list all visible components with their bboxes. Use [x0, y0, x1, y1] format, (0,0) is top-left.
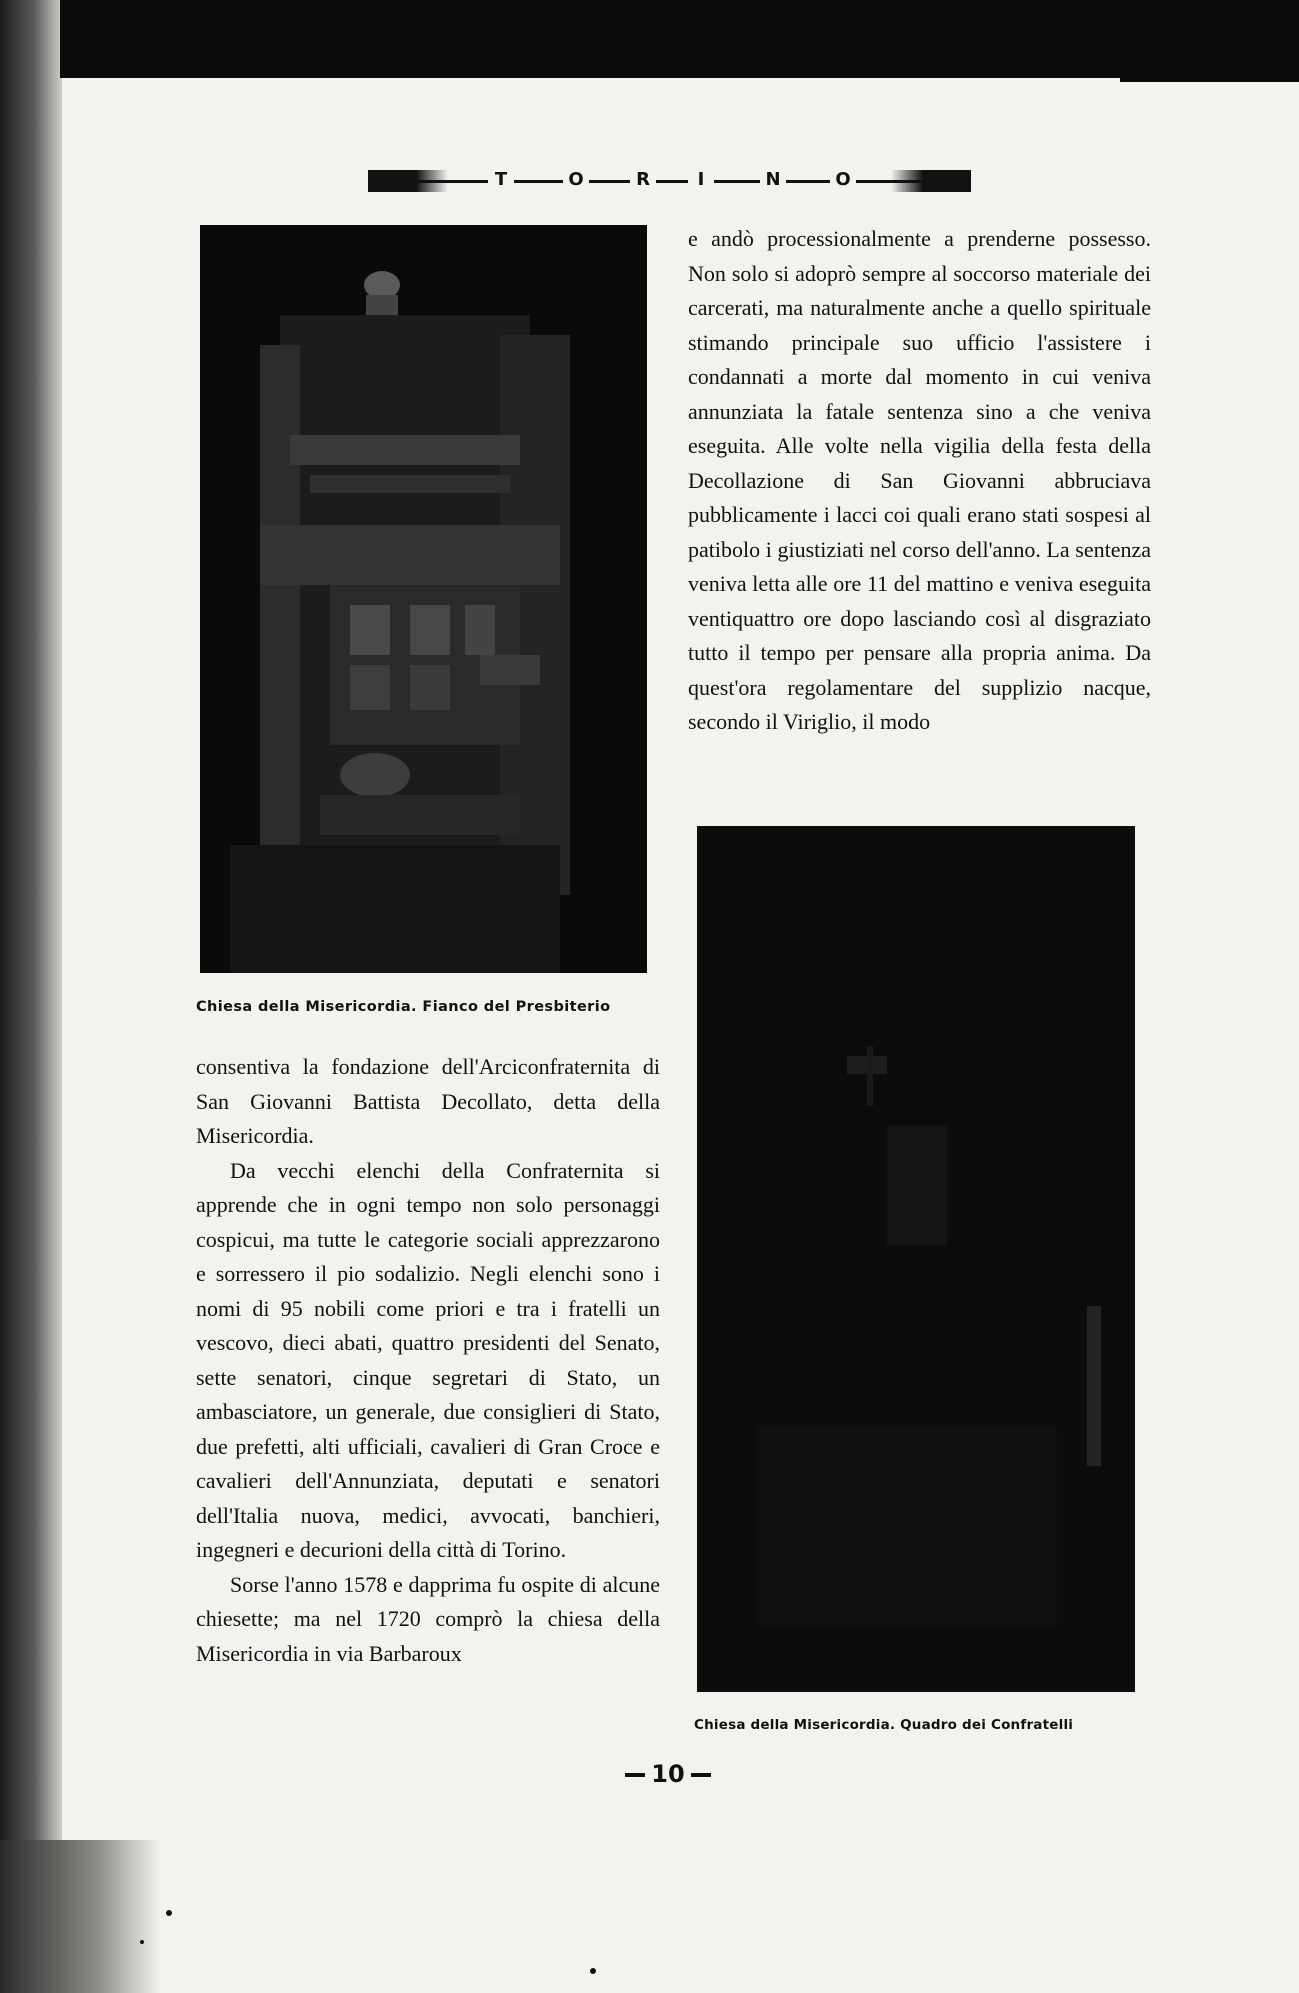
header-letter: O	[563, 168, 589, 192]
ink-speck	[140, 1940, 144, 1944]
header-letter: I	[688, 168, 714, 192]
page-edge-shadow	[0, 0, 62, 1993]
paragraph: Sorse l'anno 1578 e dapprima fu ospite di alcune chiesette; ma nel 1720 comprò la chiesa della Misericordia in via Barbaroux	[196, 1571, 660, 1666]
confraternity-painting-photo	[697, 826, 1135, 1692]
page-number-dash-right	[691, 1773, 711, 1777]
header-letter: N	[760, 168, 786, 192]
page-top-border-step	[1120, 0, 1299, 82]
text-column-right	[688, 222, 1151, 740]
header-letter: R	[630, 168, 656, 192]
page-corner-shadow	[0, 1840, 160, 1993]
caption-presbytery: Chiesa della Misericordia. Fianco del Presbiterio	[196, 999, 611, 1015]
header-rule	[368, 180, 971, 183]
page-number-dash-left	[625, 1773, 645, 1777]
ink-speck	[166, 1910, 172, 1916]
presbytery-photo	[200, 225, 647, 973]
caption-confraternity-painting: Chiesa della Misericordia. Quadro dei Confratelli	[694, 1717, 1074, 1733]
header-ornament-right	[891, 170, 971, 192]
header-letter: T	[488, 168, 514, 192]
header-ornament-left	[368, 170, 448, 192]
running-header	[368, 170, 971, 192]
text-column-left	[196, 1050, 660, 1671]
paragraph: consentiva la fondazione dell'Arciconfraternita di San Giovanni Battista Decollato, detta della Misericordia.	[196, 1054, 660, 1148]
paragraph: Da vecchi elenchi della Confraternita si apprende che in ogni tempo non solo personaggi cospicui, ma tutte le categorie sociali apprezzarono e sorressero il pio sodalizio. Negli elenchi sono i nomi di 95 nobili come priori e tra i fratelli un vescovo, dieci abati, quattro presidenti del Senato, sette senatori, cinque segretari di Stato, un ambasciatore, un generale, due consiglieri di Stato, due prefetti, alti ufficiali, cavalieri di Gran Croce e cavalieri dell'Annunziata, deputati e senatori dell'Italia nuova, medici, avvocati, banchieri, ingegneri e decurioni della città di Torino.	[196, 1157, 660, 1562]
paragraph: e andò processionalmente a prenderne possesso. Non solo si adoprò sempre al soccorso materiale dei carcerati, ma naturalmente anche a quello spirituale stimando principale suo ufficio l'assistere i condannati a morte dal momento in cui veniva annunziata la fatale sentenza sino a che veniva eseguita. Alle volte nella vigilia della festa della Decollazione di San Giovanni abbruciava pubblicamente i lacci coi quali erano stati sospesi al patibolo i giustiziati nel corso dell'anno. La sentenza veniva letta alle ore 11 del mattino e veniva eseguita ventiquattro ore dopo lasciando così al disgraziato tutto il tempo per pensare alla propria anima. Da quest'ora regolamentare del supplizio nacque, secondo il Viriglio, il modo	[688, 226, 1151, 734]
page-number-value: 10	[651, 1760, 685, 1788]
page-top-border	[60, 0, 1299, 78]
ink-speck	[590, 1968, 596, 1974]
header-letter: O	[830, 168, 856, 192]
page-number	[613, 1760, 723, 1788]
